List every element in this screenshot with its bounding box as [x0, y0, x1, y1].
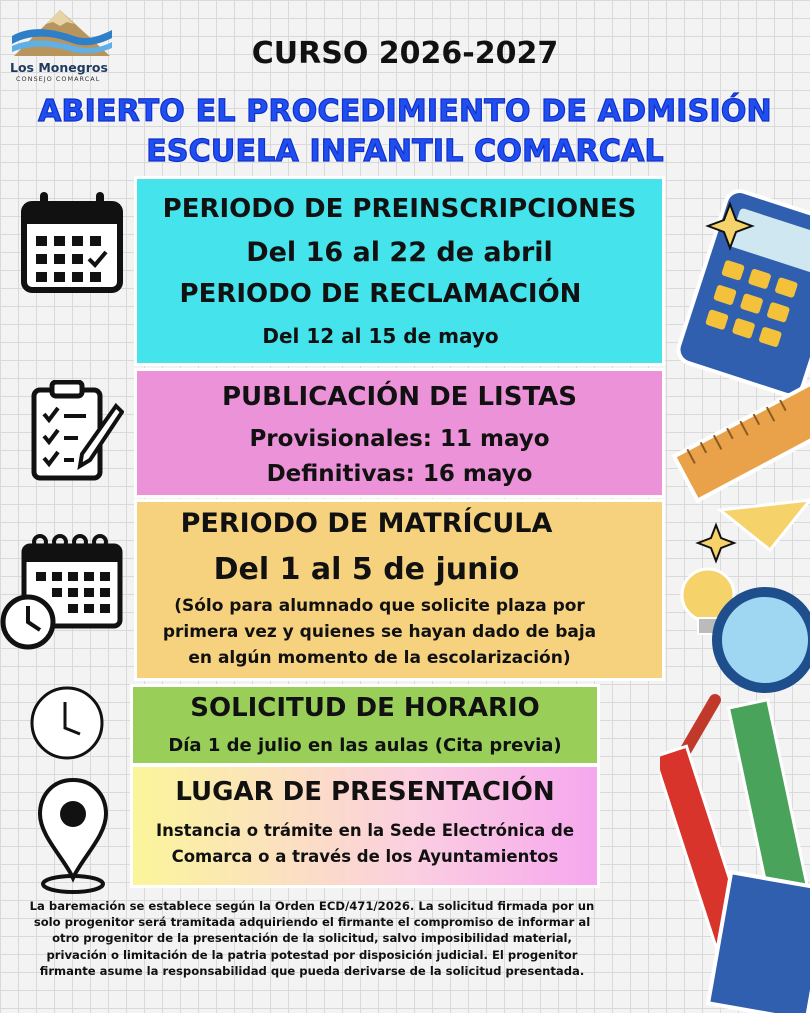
- place-line-1: Instancia o trámite en la Sede Electrónica de: [155, 821, 575, 840]
- footnote-line: solo progenitor será tramitada adquiriendo el firmante el compromiso de informar al: [33, 915, 591, 930]
- lists-final: Definitivas: 16 mayo: [266, 461, 533, 487]
- footnote-line: privación o limitación de la patria potestad por disposición judicial. El progenitor: [46, 947, 578, 962]
- clipboard-checklist-icon: [28, 380, 124, 482]
- course-title: CURSO 2026-2027: [251, 36, 559, 71]
- calendar-icon: [20, 190, 124, 294]
- place-section: [133, 767, 597, 885]
- school-supplies-illustration: [660, 180, 810, 1013]
- location-pin-icon: [34, 774, 112, 898]
- lists-provisional: Provisionales: 11 mayo: [249, 426, 550, 452]
- preinscription-title: PERIODO DE PREINSCRIPCIONES: [162, 194, 637, 224]
- lists-section: [137, 371, 662, 495]
- logo-subtitle: CONSEJO COMARCAL: [16, 75, 101, 83]
- preinscription-section: [137, 179, 662, 363]
- calendar-clock-icon: [0, 532, 126, 650]
- preinscription-dates: Del 16 al 22 de abril: [246, 237, 553, 268]
- enrollment-section: [137, 502, 662, 678]
- place-line-2: Comarca o a través de los Ayuntamientos: [171, 847, 559, 866]
- schedule-section: [133, 687, 597, 763]
- schedule-title: SOLICITUD DE HORARIO: [190, 693, 540, 723]
- claim-title: PERIODO DE RECLAMACIÓN: [179, 279, 582, 309]
- enrollment-note-3: en algún momento de la escolarización): [188, 648, 571, 668]
- footnote-line: firmante asume la responsabilidad que pueda derivarse de la solicitud presentada.: [39, 963, 585, 978]
- enrollment-title: PERIODO DE MATRÍCULA: [180, 508, 553, 539]
- enrollment-dates: Del 1 al 5 de junio: [213, 552, 520, 587]
- ruler-icon: [674, 377, 810, 501]
- headline-line-1: ABIERTO EL PROCEDIMIENTO DE ADMISIÓN: [38, 94, 772, 129]
- footnote-line: otro progenitor de la presentación de la solicitud, salvo imposibilidad material,: [52, 931, 572, 946]
- claim-dates: Del 12 al 15 de mayo: [262, 324, 499, 348]
- sparkle-icon: [698, 525, 734, 561]
- enrollment-note-1: (Sólo para alumnado que solicite plaza por: [174, 596, 585, 616]
- legal-footnote: [14, 898, 610, 979]
- calculator-icon: [675, 187, 810, 398]
- clock-icon: [28, 684, 106, 762]
- schedule-detail: Día 1 de julio en las aulas (Cita previa): [168, 735, 562, 756]
- headline-line-2: ESCUELA INFANTIL COMARCAL: [146, 134, 664, 169]
- enrollment-note-2: primera vez y quienes se hayan dado de baja: [162, 622, 597, 642]
- lists-title: PUBLICACIÓN DE LISTAS: [221, 382, 578, 412]
- footnote-line: La baremación se establece según la Orden ECD/471/2026. La solicitud firmada por un: [29, 899, 595, 913]
- place-title: LUGAR DE PRESENTACIÓN: [175, 777, 555, 807]
- logo-brand: Los Monegros: [10, 60, 108, 75]
